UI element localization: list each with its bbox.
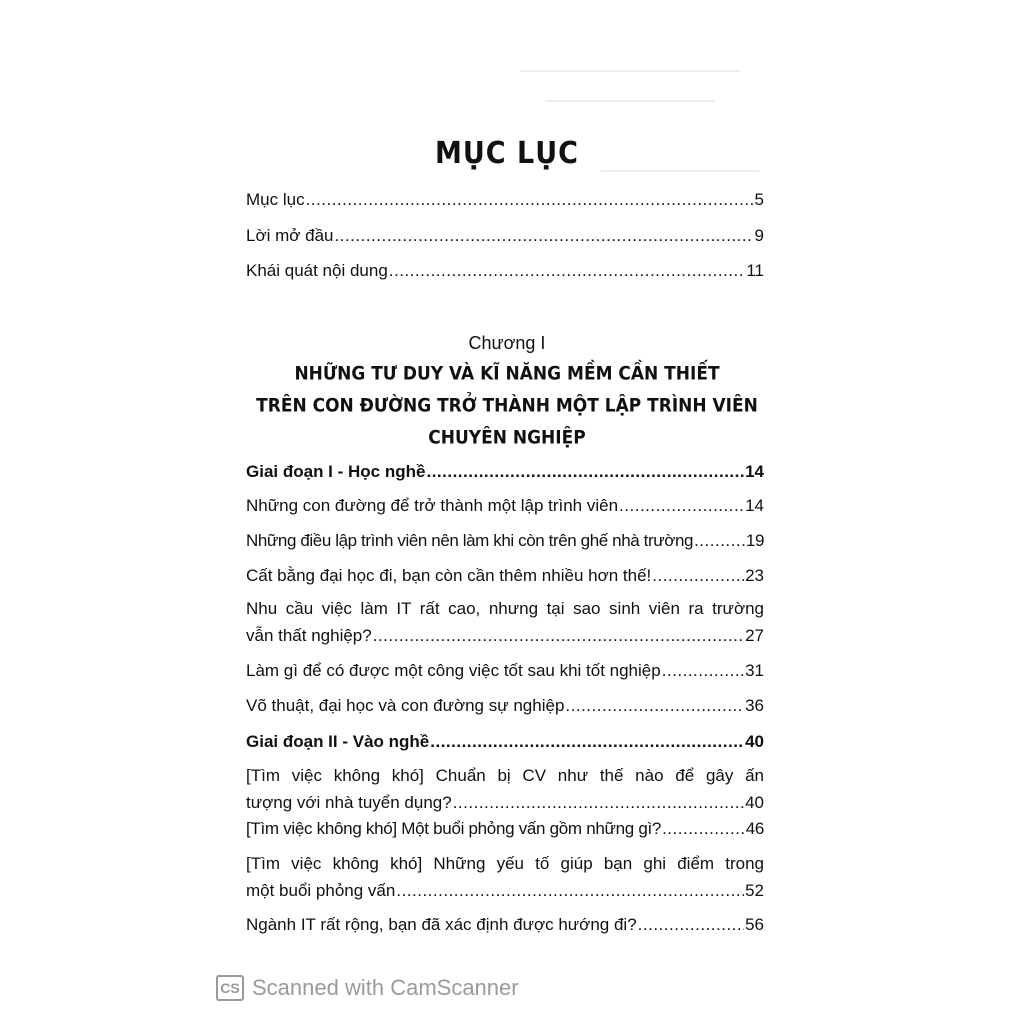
dot-leader <box>565 695 744 717</box>
entry-title: Lời mở đầu <box>246 226 334 245</box>
toc-entry <box>246 880 764 902</box>
entry-title: [Tìm việc không khó] Một buổi phỏng vấn gồm những gì? <box>246 819 662 838</box>
entry-title: Làm gì để có được một công việc tốt sau khi tốt nghiệp <box>246 661 661 680</box>
toc-entry <box>246 225 764 247</box>
entry-title: Những điều lập trình viên nên làm khi còn trên ghế nhà trường <box>246 531 694 550</box>
toc-entry <box>246 914 764 936</box>
show-through-line <box>545 100 715 102</box>
entry-title: Mục lục <box>246 190 305 209</box>
toc-entry <box>246 260 764 282</box>
chapter-number: Chương I <box>468 333 546 353</box>
toc-entry <box>246 792 764 814</box>
dot-leader <box>662 660 744 682</box>
dot-leader <box>694 530 745 552</box>
toc-entry <box>246 660 764 682</box>
dot-leader <box>638 914 744 936</box>
entry-page: 5 <box>754 190 764 209</box>
entry-page: 27 <box>745 626 764 645</box>
entry-page: 56 <box>745 915 764 934</box>
dot-leader <box>619 495 744 517</box>
toc-entry-line: [Tìm việc không khó] Những yếu tố giúp bạn ghi điểm trong <box>246 854 764 873</box>
entry-title: Những con đường để trở thành một lập trình viên <box>246 496 619 515</box>
entry-page: 23 <box>745 566 764 585</box>
dot-leader <box>426 461 744 483</box>
entry-page: 36 <box>745 696 764 715</box>
page-title: MỤC LỤC <box>435 136 579 171</box>
entry-title: Khái quát nội dung <box>246 261 388 280</box>
toc-entry <box>246 495 764 517</box>
entry-page: 14 <box>745 462 764 481</box>
dot-leader <box>373 625 744 647</box>
entry-page: 40 <box>745 793 764 812</box>
entry-page: 11 <box>746 261 764 280</box>
camscanner-logo-icon: CS <box>216 975 244 1001</box>
entry-title: một buổi phỏng vấn <box>246 881 396 900</box>
entry-page: 31 <box>745 661 764 680</box>
entry-page: 52 <box>745 881 764 900</box>
entry-title: Giai đoạn I - Học nghề <box>246 462 426 481</box>
entry-page: 19 <box>745 531 764 550</box>
dot-leader <box>453 792 744 814</box>
toc-entry <box>246 625 764 647</box>
entry-title: Cất bằng đại học đi, bạn còn cần thêm nhiều hơn thế! <box>246 566 652 585</box>
dot-leader <box>306 189 754 211</box>
camscanner-watermark <box>216 975 519 1001</box>
entry-page: 9 <box>754 226 764 245</box>
toc-entry <box>246 818 764 840</box>
entry-title: Võ thuật, đại học và con đường sự nghiệp <box>246 696 565 715</box>
entry-page: 14 <box>745 496 764 515</box>
entry-title: Giai đoạn II - Vào nghề <box>246 732 430 751</box>
dot-leader <box>662 818 745 840</box>
toc-entry <box>246 530 764 552</box>
dot-leader <box>335 225 754 247</box>
toc-entry <box>246 695 764 717</box>
chapter-title-line: NHỮNG TƯ DUY VÀ KĨ NĂNG MỀM CẦN THIẾT <box>294 363 720 385</box>
chapter-title-line: CHUYÊN NGHIỆP <box>428 427 586 449</box>
entry-page: 40 <box>745 732 764 751</box>
dot-leader <box>430 731 744 753</box>
watermark-text: Scanned with CamScanner <box>252 975 519 1000</box>
toc-entry-line: [Tìm việc không khó] Chuẩn bị CV như thế nào để gây ấn <box>246 766 764 785</box>
dot-leader <box>396 880 744 902</box>
stage-heading <box>246 731 764 753</box>
toc-entry-line: Nhu cầu việc làm IT rất cao, nhưng tại sao sinh viên ra trường <box>246 599 764 618</box>
entry-title: Ngành IT rất rộng, bạn đã xác định được hướng đi? <box>246 915 637 934</box>
show-through-line <box>520 70 740 72</box>
entry-title: tượng với nhà tuyển dụng? <box>246 793 452 812</box>
chapter-title-line: TRÊN CON ĐƯỜNG TRỞ THÀNH MỘT LẬP TRÌNH VIÊN <box>256 395 758 417</box>
stage-heading <box>246 461 764 483</box>
dot-leader <box>652 565 744 587</box>
toc-entry <box>246 565 764 587</box>
toc-entry <box>246 189 764 211</box>
entry-page: 46 <box>745 819 764 838</box>
dot-leader <box>389 260 746 282</box>
entry-title: vẫn thất nghiệp? <box>246 626 372 645</box>
